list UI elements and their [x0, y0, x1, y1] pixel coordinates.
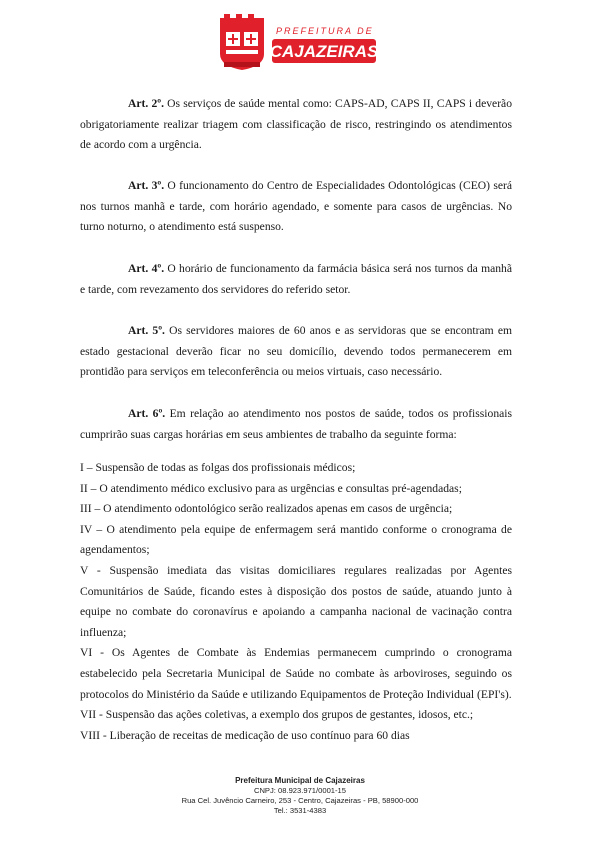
footer-phone: Tel.: 3531-4383 [273, 806, 327, 815]
list-item: III – O atendimento odontológico serão realizados apenas em casos de urgência; [80, 502, 453, 516]
footer-title: Prefeitura Municipal de Cajazeiras [235, 776, 365, 785]
article-label: Art. 5º. [128, 324, 165, 337]
article-3 [80, 176, 512, 238]
prefeitura-logo [216, 14, 378, 74]
article-text: O horário de funcionamento da farmácia básica será nos turnos da manhã e tarde, com revezamento dos servidores do referido setor. [80, 262, 512, 296]
list-item: VII - Suspensão das ações coletivas, a exemplo dos grupos de gestantes, idosos, etc.; [80, 708, 474, 722]
article-label: Art. 2º. [128, 97, 164, 110]
article-5 [80, 321, 512, 383]
list-item: IV – O atendimento pela equipe de enfermagem será mantido conforme o cronograma de agendamentos; [80, 522, 512, 557]
coat-of-arms-icon [220, 14, 264, 70]
article-text: Os serviços de saúde mental como: CAPS-AD, CAPS II, CAPS i deverão obrigatoriamente realizar triagem com classificação de risco, restringindo os atendimentos de acordo com a urgência. [80, 97, 512, 151]
list-item: V - Suspensão imediata das visitas domiciliares regulares realizadas por Agentes Comunitários de Saúde, ficando estes à disposição dos postos de saúde, atuando junto à equipe no combate do coronavírus e apoiando a campanha nacional de vacinação contra influenza; [80, 563, 512, 639]
article-6 [80, 404, 512, 445]
footer-address: Rua Cel. Juvêncio Carneiro, 253 - Centro, Cajazeiras - PB, 58900-000 [181, 796, 419, 805]
article-label: Art. 4º. [128, 262, 165, 275]
list-item: I – Suspensão de todas as folgas dos profissionais médicos; [80, 461, 356, 474]
list-item: II – O atendimento médico exclusivo para as urgências e consultas pré-agendadas; [80, 481, 462, 495]
list-item: VI - Os Agentes de Combate às Endemias permanecem cumprindo o cronograma estabelecido pela Secretaria Municipal de Saúde no combate às arboviroses, seguindo os protocolos do Ministério da Saúde e utilizando Equipamentos de Proteção Individual (EPI's). [80, 646, 512, 701]
list-item: VIII - Liberação de receitas de medicação de uso contínuo para 60 dias [80, 728, 410, 742]
logo-title: CAJAZEIRAS [269, 42, 378, 61]
article-text: Os servidores maiores de 60 anos e as servidoras que se encontram em estado gestacional deverão ficar no seu domicílio, devendo todos permanecerem em prontidão para serviços em teleconferência ou meios virtuais, caso necessário. [80, 324, 512, 378]
article-2 [80, 94, 512, 156]
page-footer [0, 776, 600, 816]
footer-cnpj: CNPJ: 08.923.971/0001-15 [253, 786, 347, 795]
article-text: O funcionamento do Centro de Especialidades Odontológicas (CEO) será nos turnos manhã e tarde, com horário agendado, e somente para casos de urgências. No turno noturno, o atendimento está suspenso. [80, 179, 512, 233]
article-label: Art. 3º. [128, 179, 165, 192]
article-text: Em relação ao atendimento nos postos de saúde, todos os profissionais cumprirão suas cargas horárias em seus ambientes de trabalho da seguinte forma: [80, 407, 512, 441]
article-4 [80, 259, 512, 300]
item-list [80, 458, 512, 746]
logo-subtitle: PREFEITURA DE [276, 26, 374, 36]
article-label: Art. 6º. [128, 407, 166, 420]
